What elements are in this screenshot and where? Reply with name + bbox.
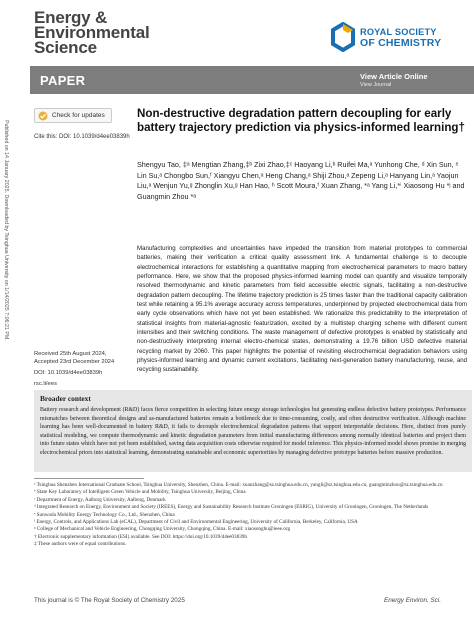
footnote-item: ᶜ Department of Energy, Aalborg University, Aalborg, Denmark — [34, 496, 166, 503]
view-article-online-link[interactable]: View Article Online — [360, 72, 428, 81]
accepted-date: Accepted 23rd December 2024 — [34, 359, 115, 365]
download-notice — [1, 120, 9, 590]
journal-abbrev-footer: Energy Environ. Sci. — [384, 597, 442, 604]
doi-link[interactable]: DOI: 10.1039/d4ee03839h — [34, 370, 103, 376]
article-dates — [34, 350, 114, 366]
article-type-label: PAPER — [40, 73, 86, 88]
footnote-item: ᶠ Energy, Controls, and Applications Lab (eCAL), Department of Civil and Environmental Engineering, University of California, Berkeley, California, USA — [34, 519, 358, 526]
journal-title-line: Energy & — [34, 8, 108, 27]
footnote-item: ᵈ Integrated Research on Energy, Environment and Society (IREES), Energy and Sustainability Research Institute Groningen (ESRIG), University of Groningen, Groningen, The Netherlands — [34, 504, 429, 511]
rsc-name-line2: OF CHEMISTRY — [360, 37, 442, 49]
rsc-emblem-icon — [330, 22, 356, 52]
abstract: Manufacturing complexities and uncertainties have impeded the transition from material prototypes to commercial batteries, making their verification a critical quality assessment link. A fundamental challenge is to decouple electrochemical interactions for establishing a quantitative mapping from electrochemical parameters to macro battery performance. Here, we show that the proposed physics-informed learning model can quantify and visualize temporally resolved thermodynamic and kinetic parameters from field accessible electric signals, facilitating a non-destructive degradation pattern decoupling. The lifetime trajectory prediction is 25 times faster than the traditional capacity calibration test while retaining a 95.1% average accuracy across temperatures, underpinned by projected electrochemical data from early cycle observations which have not yet been established. We rationalize this predictability to the interpretation of statistical insights from material-agnostic featurization, excited by a multistep charging scheme with different current intensities and their switching conditions. The waste management of defective prototypes is enabled by statistically and non-destructively interpreting internal electro-chemical states, demonstrating a 19.76 billion USD defective material recycling market by 2060. This paper highlights the potential of revisiting electrochemical degradation behaviors using physics-informed learning and dynamic current excitations, facilitating next-generation battery manufacturing, reuse, and recycling sustainability. — [137, 245, 467, 374]
view-journal-link[interactable]: View Journal — [360, 82, 392, 88]
broader-context-box — [34, 390, 472, 472]
footnote-item: ᵉ Sunwoda Mobility Energy Technology Co., Ltd., Shenzhen, China — [34, 511, 175, 518]
received-date: Received 25th August 2024, — [34, 351, 107, 357]
article-title: Non-destructive degradation pattern decoupling for early battery trajectory prediction via physics-informed learning† — [137, 107, 465, 134]
footnote-item: ᵃ Tsinghua Shenzhen International Graduate School, Tsinghua University, Shenzhen, China. E-mail: xuanzhang@sz.tsinghua.edu.cn, yangli@sz.tsinghua.edu.cn, guangminzhou@sz.tsinghua.edu.cn — [34, 482, 443, 488]
rsc-short-link-visible[interactable]: rsc.li/ees — [34, 381, 57, 387]
broader-context-body: Battery research and development (R&D) faces fierce competition in selecting future energy storage technologies but generating endless defective battery prototypes. Performance mismatches between theoretical designs and as-manufactured batteries remain a bottleneck due to time-consuming, costly, and often destructive verification. Although machine learning has been well-documented in battery R&D, it fails to decouple electrochemical degradation patterns that support interpretable decisions. Here, distinct from purely statistical modeling, we compute thermodynamic and kinetic degradation parameters from initial manufacturing differences among normally identical batteries and project them into future states which have not yet been established, saving data acquisition costs otherwise required for model inference. This physics-informed model shows promise in merging electrochemical priors into statistical learning, demonstrating sustainable and economic superiorities by managing defective prototype batteries before massive production. — [40, 407, 466, 456]
footnote-item: ᵍ College of Mechanical and Vehicle Engineering, Chongqing University, Chongqing, China. E-mail: xiaosonghu@ieee.org — [34, 526, 291, 533]
journal-title-line: Environmental — [34, 23, 150, 42]
copyright-footer: This journal is © The Royal Society of Chemistry 2025 — [34, 597, 185, 604]
check-for-updates-button[interactable] — [34, 108, 112, 123]
article-type-band — [30, 66, 474, 94]
cite-doi: Cite this: DOI: 10.1039/d4ee03839h — [34, 134, 130, 140]
footnote-item: ᵇ State Key Laboratory of Intelligent Green Vehicle and Mobility, Tsinghua University, Beijing, China — [34, 489, 246, 496]
footnote-item: ‡ These authors were of equal contributions. — [34, 541, 127, 548]
rsc-logo[interactable] — [330, 22, 460, 56]
footnote-divider — [34, 478, 144, 479]
journal-title[interactable] — [34, 10, 149, 55]
check-for-updates-label: Check for updates — [52, 112, 105, 119]
rsc-name-line1: ROYAL SOCIETY — [360, 27, 437, 37]
download-notice-text: Published on 14 January 2025. Downloaded by Tsinghua University on 1/14/2025 7:06:21 PM. — [3, 120, 9, 341]
journal-title-line: Science — [34, 38, 97, 57]
crossmark-icon — [38, 111, 48, 121]
affiliation-footnotes — [34, 478, 474, 549]
footnote-esi[interactable]: † Electronic supplementary information (ESI) available. See DOI: https://doi.org/10.1039/d4ee03839h — [34, 533, 247, 540]
author-list: Shengyu Tao, ‡ᵃ Mengtian Zhang,‡ᵇ Zixi Zhao,‡ᶜ Haoyang Li,ᵇ Ruifei Ma,ᵃ Yunhong Che, ᵈ Xin Sun, ᵉ Lin Su,ᵃ Chongbo Sun,ᶠ Xiangyu Chen,ᵃ Heng Chang,ᵃ Shiji Zhou,ᵃ Zepeng Li,ᵃ Hanyang Lin,ᵃ Yaojun Liu,ᵃ Wenjun Yu,ᵍ Zhonglin Xu,ᵍ Han Hao, ʰ Scott Moura,ᶠ Xuan Zhang, *ᵃ Yang Li,*ⁱ Xiaosong Hu *ʲ and Guangmin Zhou *ᵃ — [137, 160, 465, 201]
broader-context-title: Broader context — [40, 394, 91, 403]
